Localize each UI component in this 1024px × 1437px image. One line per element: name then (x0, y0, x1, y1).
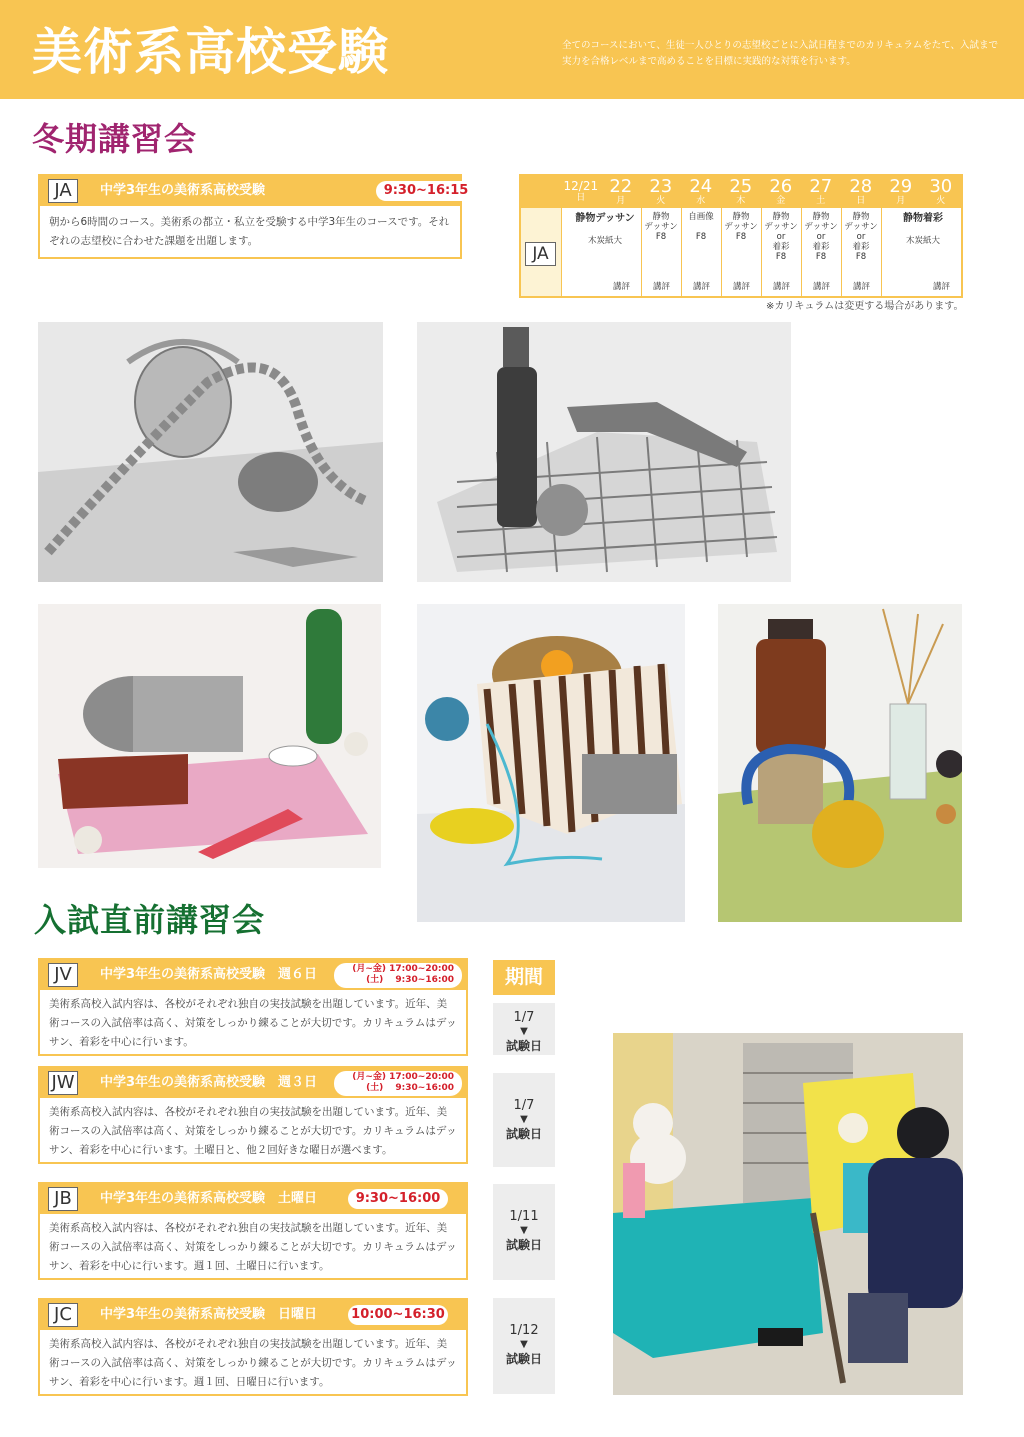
header-description: 全てのコースにおいて、生徒一人ひとりの志望校ごとに入試日程までのカリキュラムをたて、入試まで実力を合格レベルまで高めることを目標に実践的な対策を行います。 (562, 40, 999, 67)
course-description: 朝から6時間のコース。美術系の都立・私立を受験する中学3年生のコースです。それぞれの志望校に合わせた課題を出題します。 (49, 216, 450, 247)
schedule-day-header (681, 176, 721, 208)
artwork-jar-flower-painting (718, 604, 962, 922)
period-date: 1/7 (513, 1010, 535, 1025)
course-time: 9:30~16:15 (376, 181, 476, 201)
schedule-day-weekday: 土 (816, 196, 826, 206)
curriculum-note: ※カリキュラムは変更する場合があります。 (766, 301, 964, 312)
course-time-weekday: (月~金) 17:00~20:00 (352, 1072, 454, 1082)
course-header (40, 176, 469, 206)
schedule-day-date: 28 (849, 176, 873, 197)
course-code: JW (48, 1071, 78, 1095)
schedule-cell-24: 自画像 F8 (688, 212, 714, 242)
schedule-review-label: 講評 (853, 282, 871, 292)
period-date: 1/12 (509, 1323, 539, 1338)
course-card-jv (38, 958, 468, 1056)
course-description: 美術系高校入試内容は、各校がそれぞれ独自の実技試験を出題しています。近年、美術コースの入試倍率は高く、対策をしっかり練ることが大切です。カリキュラムはデッサン、着彩を中心に行います。週１回、土曜日に行います。 (49, 1222, 457, 1272)
schedule-course-code: JA (525, 242, 556, 266)
schedule-span2-sub: 木炭紙大 (905, 236, 940, 246)
schedule-cell-28: 静物 デッサン or 着彩 F8 (844, 212, 878, 262)
schedule-day-weekday: 木 (736, 196, 746, 206)
schedule-grid-line (561, 208, 562, 296)
schedule-cell-25: 静物 デッサン F8 (724, 212, 758, 242)
course-name: 中学3年生の美術系高校受験 日曜日 (100, 1307, 318, 1322)
schedule-day-date: 22 (609, 176, 633, 197)
schedule-cell-27: 静物 デッサン or 着彩 F8 (804, 212, 838, 262)
schedule-day-weekday: 月 (896, 196, 906, 206)
schedule-review-label: 講評 (613, 282, 631, 292)
schedule-day-weekday: 日 (576, 193, 586, 203)
schedule-grid-line (881, 208, 882, 296)
course-header (40, 1068, 466, 1098)
schedule-day-header (921, 176, 961, 208)
course-description: 美術系高校入試内容は、各校がそれぞれ独自の実技試験を出題しています。近年、美術コースの入試倍率は高く、対策をしっかり練ることが大切です。カリキュラムはデッサン、着彩を中心に行います。 (49, 998, 457, 1048)
course-code: JC (48, 1303, 78, 1327)
course-time: 10:00~16:30 (348, 1305, 448, 1325)
course-time (334, 1071, 462, 1096)
course-time: 9:30~16:00 (348, 1189, 448, 1209)
course-card-jc (38, 1298, 468, 1396)
period-jb (493, 1184, 555, 1280)
course-code: JV (48, 963, 78, 987)
schedule-day-header (841, 176, 881, 208)
course-time-saturday: (土) 9:30~16:00 (366, 1083, 454, 1093)
course-description: 美術系高校入試内容は、各校がそれぞれ独自の実技試験を出題しています。近年、美術コースの入試倍率は高く、対策をしっかり練ることが大切です。カリキュラムはデッサン、着彩を中心に行います。土曜日と、他２回好きな曜日が選べます。 (49, 1106, 457, 1156)
schedule-day-header (761, 176, 801, 208)
photo-student-painting (613, 1033, 963, 1395)
schedule-day-date: 24 (689, 176, 713, 197)
schedule-review-label: 講評 (733, 282, 751, 292)
schedule-day-header (801, 176, 841, 208)
schedule-cell-26: 静物 デッサン or 着彩 F8 (764, 212, 798, 262)
course-description: 美術系高校入試内容は、各校がそれぞれ独自の実技試験を出題しています。近年、美術コースの入試倍率は高く、対策をしっかり練ることが大切です。カリキュラムはデッサン、着彩を中心に行います。週１回、日曜日に行います。 (49, 1338, 457, 1388)
schedule-day-weekday: 金 (776, 196, 786, 206)
schedule-day-date: 12/21 (563, 179, 599, 193)
period-header: 期間 (493, 960, 555, 995)
schedule-span1-sub: 木炭紙大 (587, 236, 622, 246)
schedule-day-weekday: 月 (616, 196, 626, 206)
course-name: 中学3年生の美術系高校受験 週６日 (100, 967, 318, 982)
schedule-span1-title: 静物デッサン (575, 213, 635, 224)
schedule-review-label: 講評 (933, 282, 951, 292)
course-time-weekday: (月~金) 17:00~20:00 (352, 964, 454, 974)
course-header (40, 1300, 466, 1330)
winter-section-title: 冬期講習会 (32, 120, 198, 158)
down-arrow-icon: ▼ (520, 1225, 528, 1236)
schedule-day-date: 27 (809, 176, 833, 197)
down-arrow-icon: ▼ (520, 1114, 528, 1125)
schedule-review-label: 講評 (693, 282, 711, 292)
course-code: JA (48, 179, 78, 203)
schedule-table (519, 174, 963, 298)
schedule-day-date: 25 (729, 176, 753, 197)
artwork-bottle-cloth-drawing (417, 322, 791, 582)
page-title: 美術系高校受験 (32, 23, 389, 81)
period-date: 1/7 (513, 1098, 535, 1113)
course-card-jw (38, 1066, 468, 1164)
schedule-day-weekday: 日 (856, 196, 866, 206)
schedule-day-weekday: 火 (656, 196, 666, 206)
schedule-day-date: 23 (649, 176, 673, 197)
period-date: 1/11 (509, 1209, 539, 1224)
schedule-day-date: 29 (889, 176, 913, 197)
down-arrow-icon: ▼ (520, 1339, 528, 1350)
period-label: 試験日 (505, 1238, 542, 1252)
schedule-day-weekday: 火 (936, 196, 946, 206)
course-header (40, 1184, 466, 1214)
period-label: 試験日 (505, 1039, 542, 1053)
schedule-day-header (561, 176, 601, 208)
course-card-ja (38, 174, 469, 259)
schedule-span2-title: 静物着彩 (903, 213, 943, 224)
period-jw (493, 1073, 555, 1167)
course-name: 中学3年生の美術系高校受験 (100, 183, 266, 198)
schedule-day-weekday: 水 (696, 196, 706, 206)
schedule-day-header (881, 176, 921, 208)
artwork-basket-stripes-painting (417, 604, 685, 922)
down-arrow-icon: ▼ (520, 1026, 528, 1037)
course-header (40, 960, 466, 990)
course-time-saturday: (土) 9:30~16:00 (366, 975, 454, 985)
artwork-rope-vase-drawing (38, 322, 383, 582)
schedule-day-date: 30 (929, 176, 953, 197)
course-code: JB (48, 1187, 78, 1211)
schedule-cell-23: 静物 デッサン F8 (644, 212, 678, 242)
schedule-review-label: 講評 (813, 282, 831, 292)
course-name: 中学3年生の美術系高校受験 土曜日 (100, 1191, 318, 1206)
schedule-day-date: 26 (769, 176, 793, 197)
period-jv (493, 1003, 555, 1055)
course-card-jb (38, 1182, 468, 1280)
schedule-day-header (721, 176, 761, 208)
pre-exam-section-title: 入試直前講習会 (34, 901, 266, 939)
artwork-can-brick-painting (38, 604, 381, 868)
course-name: 中学3年生の美術系高校受験 週３日 (100, 1075, 318, 1090)
schedule-day-header (601, 176, 641, 208)
schedule-day-header (641, 176, 681, 208)
page-header (0, 0, 1024, 99)
period-jc (493, 1298, 555, 1394)
period-label: 試験日 (505, 1352, 542, 1366)
period-label: 試験日 (505, 1127, 542, 1141)
schedule-review-label: 講評 (653, 282, 671, 292)
schedule-review-label: 講評 (773, 282, 791, 292)
course-time (334, 963, 462, 988)
